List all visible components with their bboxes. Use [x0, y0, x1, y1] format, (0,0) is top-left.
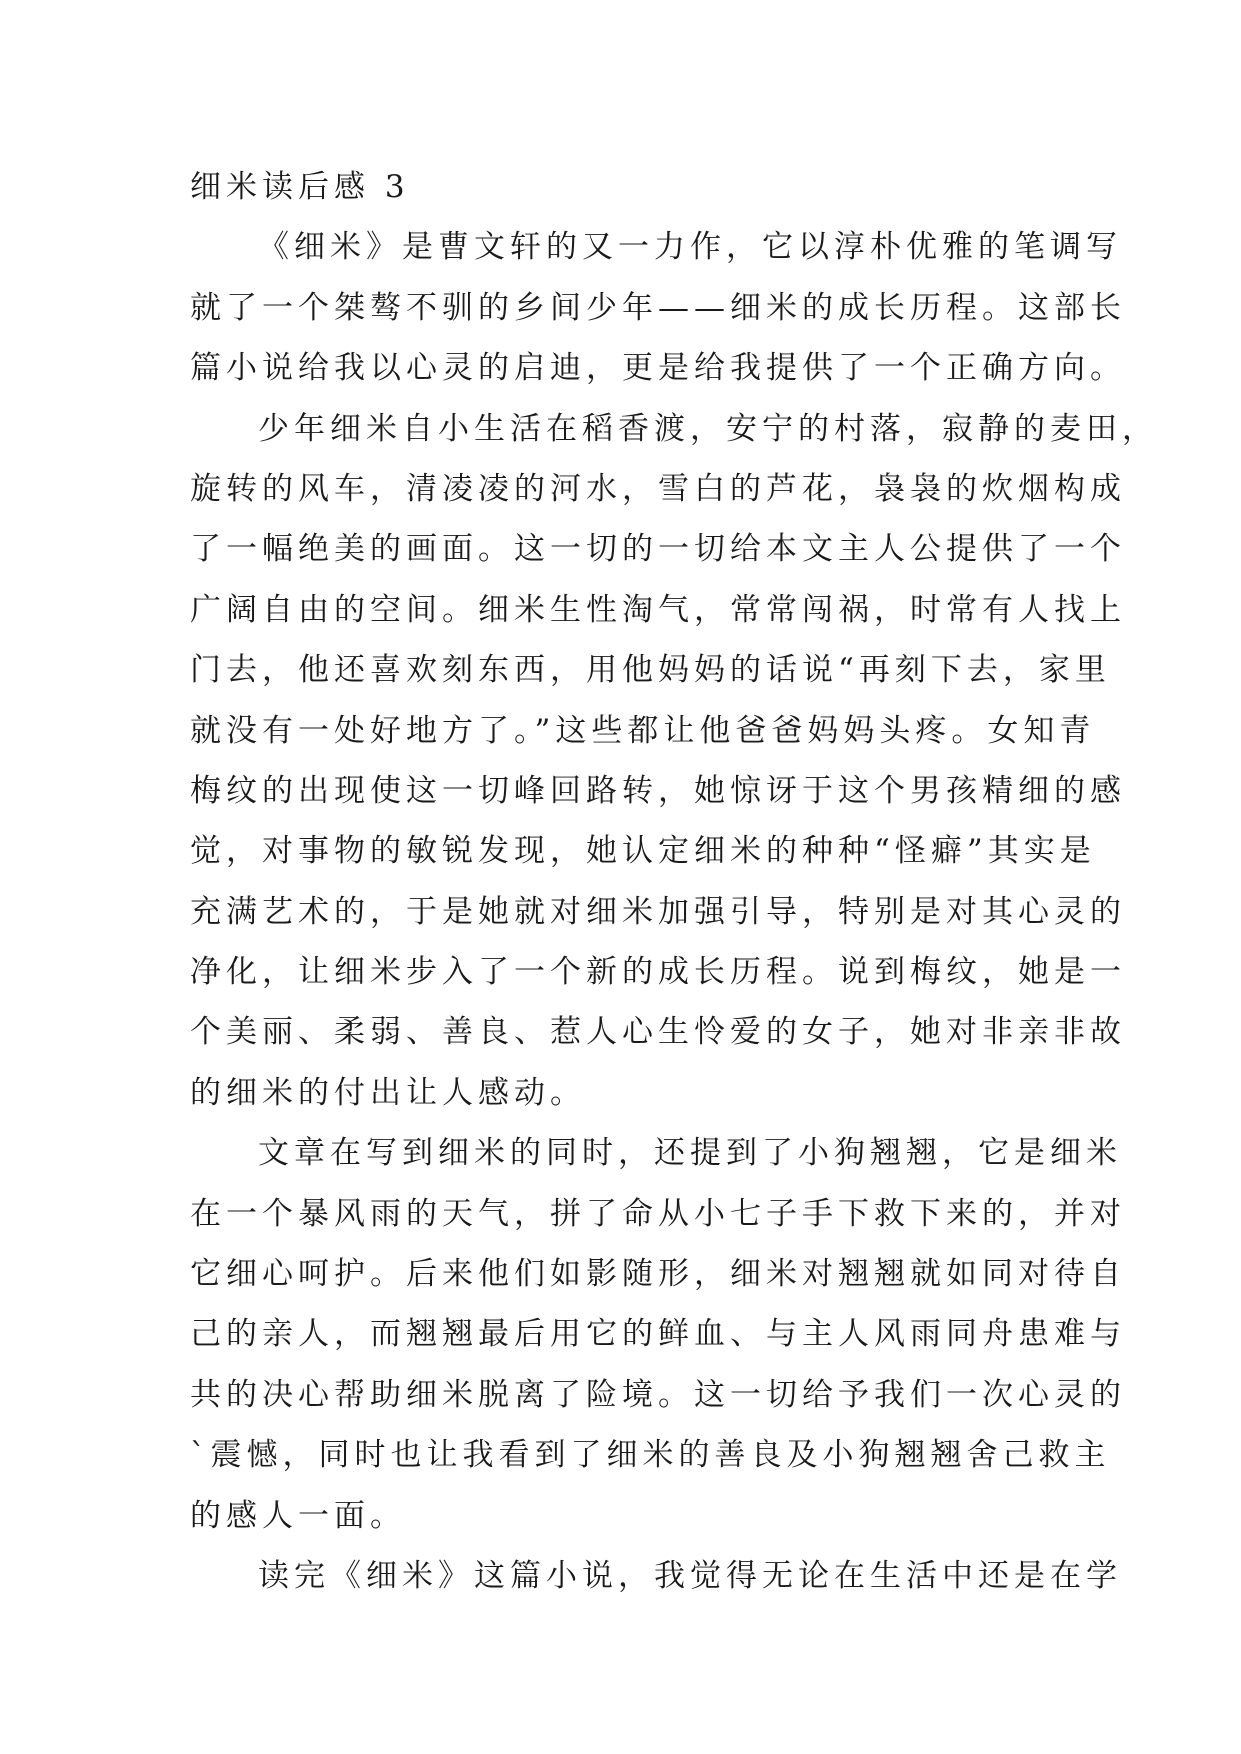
- paragraph-line: 旋转的风车，清凌凌的河水，雪白的芦花，袅袅的炊烟构成: [190, 470, 1126, 507]
- paragraph-line: 共的决心帮助细米脱离了险境。这一切给予我们一次心灵的: [190, 1376, 1126, 1413]
- paragraph-line: 的细米的付出让人感动。: [190, 1074, 586, 1111]
- paragraph-line: 篇小说给我以心灵的启迪，更是给我提供了一个正确方向。: [190, 350, 1126, 387]
- paragraph-line: 个美丽、柔弱、善良、惹人心生怜爱的女子，她对非亲非故: [190, 1014, 1126, 1051]
- document-body: [190, 157, 1158, 1606]
- paragraph-line: 就了一个桀骜不驯的乡间少年——细米的成长历程。这部长: [190, 289, 1126, 326]
- document-title: 细米读后感 3: [190, 169, 410, 205]
- paragraph-line: 在一个暴风雨的天气，拼了命从小七子手下救下来的，并对: [190, 1195, 1126, 1232]
- paragraph-line: 的感人一面。: [190, 1497, 406, 1534]
- paragraph-line: 门去，他还喜欢刻东西，用他妈妈的话说“再刻下去，家里: [190, 652, 1111, 689]
- paragraph-line: 它细心呵护。后来他们如影随形，细米对翘翘就如同对待自: [190, 1256, 1126, 1293]
- paragraph-line: 少年细米自小生活在稻香渡，安宁的村落，寂静的麦田，: [258, 410, 1158, 447]
- paragraph-line: 《细米》是曹文轩的又一力作，它以淳朴优雅的笔调写: [258, 229, 1122, 266]
- paragraph-line: 文章在写到细米的同时，还提到了小狗翘翘，它是细米: [258, 1135, 1122, 1172]
- paragraph-line: 觉，对事物的敏锐发现，她认定细米的种种“怪癖”其实是: [190, 833, 1096, 870]
- paragraph-line: 了一幅绝美的画面。这一切的一切给本文主人公提供了一个: [190, 531, 1126, 568]
- paragraph-line: 梅纹的出现使这一切峰回路转，她惊讶于这个男孩精细的感: [190, 772, 1126, 809]
- paragraph-line: `震憾，同时也让我看到了细米的善良及小狗翘翘舍己救主: [190, 1437, 1111, 1474]
- paragraph-line: 读完《细米》这篇小说，我觉得无论在生活中还是在学: [258, 1557, 1122, 1594]
- paragraph-line: 己的亲人，而翘翘最后用它的鲜血、与主人风雨同舟患难与: [190, 1316, 1126, 1353]
- paragraph-line: 充满艺术的，于是她就对细米加强引导，特别是对其心灵的: [190, 893, 1126, 930]
- paragraph-line: 广阔自由的空间。细米生性淘气，常常闯祸，时常有人找上: [190, 591, 1126, 628]
- paragraph-line: 就没有一处好地方了。”这些都让他爸爸妈妈头疼。女知青: [190, 712, 1096, 749]
- paragraph-line: 净化，让细米步入了一个新的成长历程。说到梅纹，她是一: [190, 954, 1126, 991]
